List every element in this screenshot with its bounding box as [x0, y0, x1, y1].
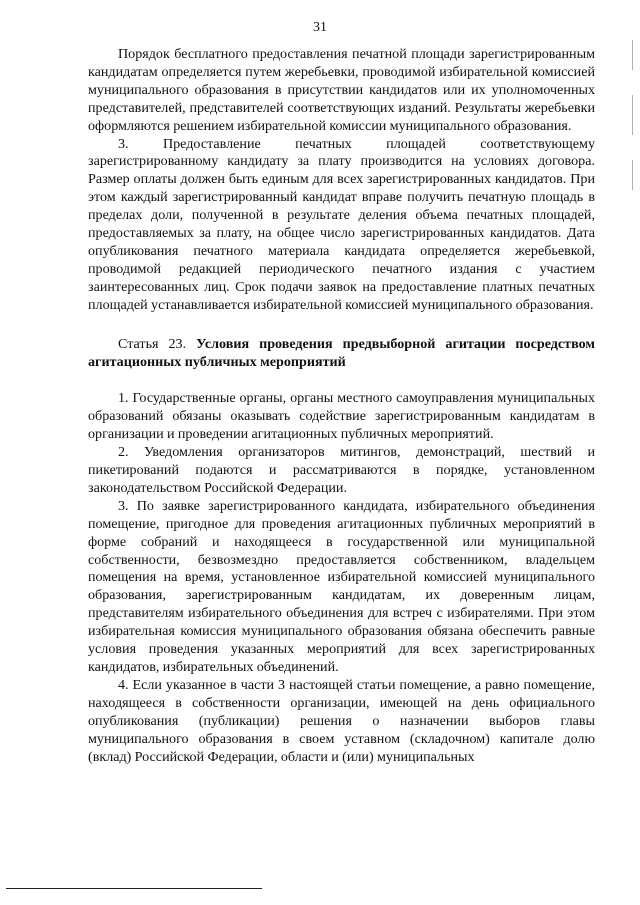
- paragraph-4-organization-premises: 4. Если указанное в части 3 настоящей статьи помещение, а равно помещение, находящееся в собственности организации, имеющей на день официального опубликования (публикации) решения о назначении выборов главы муниципального образования в своем уставном (складочном) капитале долю (вклад) Российской Федерации, области и (или) муниципальных: [88, 676, 595, 765]
- paragraph-2-notifications: 2. Уведомления организаторов митингов, демонстраций, шествий и пикетирований подаются и рассматриваются в порядке, установленном законодательством Российской Федерации.: [88, 444, 595, 496]
- scan-edge-mark: [632, 40, 633, 70]
- paragraph-draw-procedure: Порядок бесплатного предоставления печатной площади зарегистрированным кандидатам определяется путем жеребьевки, проводимой избирательной комиссией муниципального образования в присутствии кандидатов или их уполномоченных представителей, представителей соответствующих изданий. Результаты жеребьевки оформляются решением избирательной комиссии муниципального образования.: [88, 46, 595, 134]
- paragraph-3-premises: 3. По заявке зарегистрированного кандидата, избирательного объединения помещение, пригодное для проведения агитационных публичных мероприятий в форме собраний и находящееся в государственной или муниципальной собственности, безвозмездно предоставляется собственником, владельцем помещения на время, установленное избирательной комиссией муниципального образования, зарегистрированным кандидатам, их доверенным лицам, представителям избирательного объединения для встреч с избирателями. При этом избирательная комиссия муниципального образования обязана обеспечить равные условия проведения указанных мероприятий для всех зарегистрированных кандидатов, избирательных объединений.: [88, 497, 595, 675]
- article-title: Условия проведения предвыборной агитации посредством агитационных публичных мероприятий: [88, 335, 595, 370]
- page-number: 31: [313, 20, 327, 35]
- footnote-separator: [6, 888, 262, 889]
- document-body: [88, 46, 595, 766]
- paragraph-1-state-bodies: 1. Государственные органы, органы местного самоуправления муниципальных образований обязаны оказывать содействие зарегистрированным кандидатам в организации и проведении агитационных публичных мероприятий.: [88, 390, 595, 443]
- article-23-heading: [88, 336, 595, 372]
- article-label: Статья 23.: [118, 335, 187, 352]
- scan-edge-mark: [632, 160, 633, 190]
- scan-edge-mark: [632, 95, 633, 135]
- paragraph-3-paid-print-space: 3. Предоставление печатных площадей соответствующему зарегистрированному кандидату за плату производится на условиях договора. Размер оплаты должен быть единым для всех зарегистрированных кандидатов. При этом каждый зарегистрированный кандидат вправе получить печатную площадь в пределах доли, полученной в результате деления объема печатных площадей, предоставляемых за плату, на общее число зарегистрированных кандидатов. Дата опубликования печатного материала кандидата определяется жеребьевкой, проводимой редакцией периодического печатного издания с участием заинтересованных лиц. Срок подачи заявок на предоставление платных печатных площадей устанавливается избирательной комиссией муниципального образования.: [88, 135, 595, 313]
